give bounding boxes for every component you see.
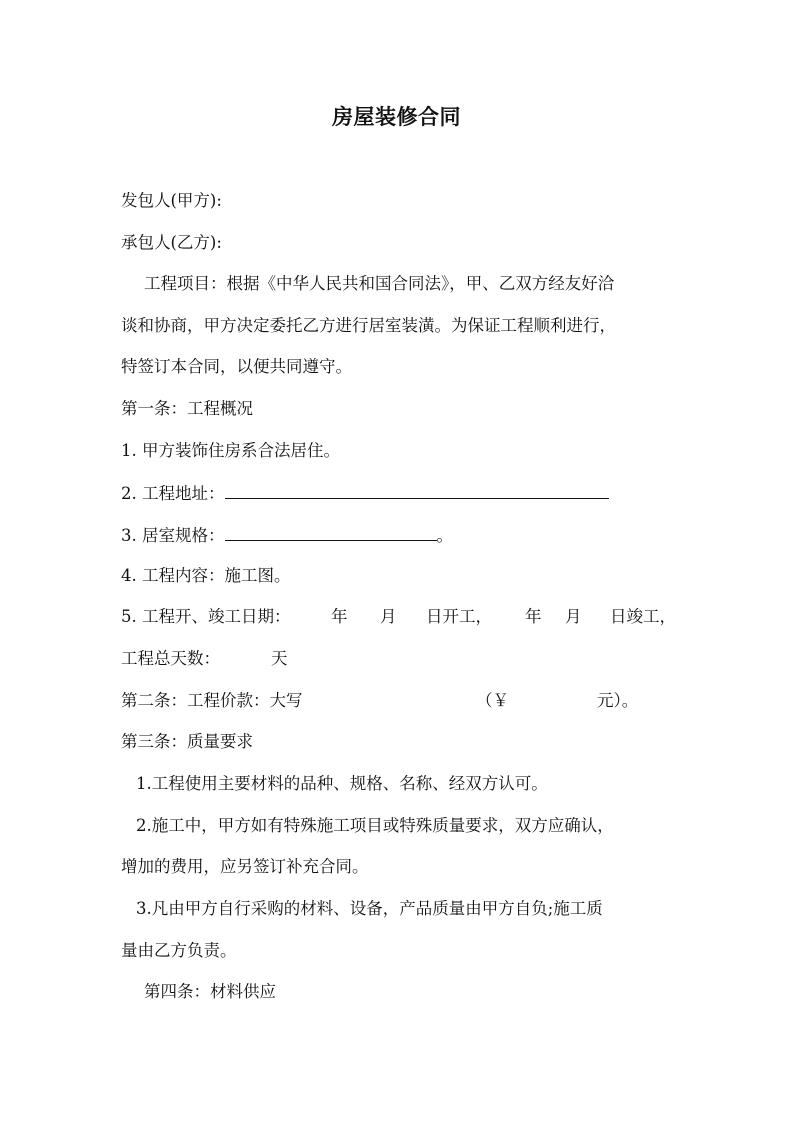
article-1-item-5 — [121, 605, 676, 629]
party-a-line: 发包人(甲方): — [121, 191, 222, 210]
article-1-item-1: 1. 甲方装饰住房系合法居住。 — [121, 441, 340, 460]
days-unit: 天 — [271, 649, 288, 668]
article-1-item-2 — [121, 480, 609, 506]
total-days-line — [121, 647, 321, 671]
article-4-heading: 第四条：材料供应 — [144, 982, 276, 1001]
article-1-heading: 第一条：工程概况 — [121, 399, 253, 418]
start-day: 日开工， — [426, 607, 492, 626]
end-year: 年 — [525, 607, 542, 626]
article-1-item-3 — [121, 522, 453, 548]
intro-line-3: 特签订本合同，以便共同遵守。 — [121, 357, 352, 376]
price-paren-open: （￥ — [476, 691, 509, 710]
intro-line-2: 谈和协商，甲方决定委托乙方进行居室装潢。为保证工程顺利进行， — [121, 316, 616, 335]
room-spec-label: 3. 居室规格： — [121, 526, 225, 545]
article-2-heading: 第二条：工程价款：大写 — [121, 691, 303, 710]
room-spec-end: 。 — [436, 526, 453, 545]
end-month: 月 — [565, 607, 582, 626]
article-3-item-3-line-2: 量由乙方负责。 — [121, 941, 237, 960]
dates-label: 5. 工程开、竣工日期： — [121, 607, 291, 626]
article-3-heading: 第三条：质量要求 — [121, 732, 253, 751]
article-3-item-1: 1.工程使用主要材料的品种、规格、名称、经双方认可。 — [136, 774, 548, 793]
article-1-item-4: 4. 工程内容：施工图。 — [121, 566, 291, 585]
room-spec-blank — [225, 522, 437, 541]
total-days-label: 工程总天数： — [121, 649, 220, 668]
document-title: 房屋装修合同 — [332, 105, 461, 129]
start-year: 年 — [331, 607, 348, 626]
article-3-item-2-line-1: 2.施工中，甲方如有特殊施工项目或特殊质量要求，双方应确认， — [136, 816, 614, 835]
article-3-item-3-line-1: 3.凡由甲方自行采购的材料、设备，产品质量由甲方自负;施工质 — [136, 899, 603, 918]
article-3-item-2-line-2: 增加的费用，应另签订补充合同。 — [121, 857, 369, 876]
address-label: 2. 工程地址： — [121, 484, 225, 503]
party-b-line: 承包人(乙方): — [121, 233, 222, 252]
start-month: 月 — [380, 607, 397, 626]
article-2-line — [121, 689, 661, 713]
price-paren-close: 元）。 — [597, 691, 639, 710]
intro-line-1: 工程项目：根据《中华人民共和国合同法》，甲、乙双方经友好洽 — [144, 274, 615, 293]
end-day: 日竣工， — [610, 607, 676, 626]
address-blank — [225, 480, 609, 499]
